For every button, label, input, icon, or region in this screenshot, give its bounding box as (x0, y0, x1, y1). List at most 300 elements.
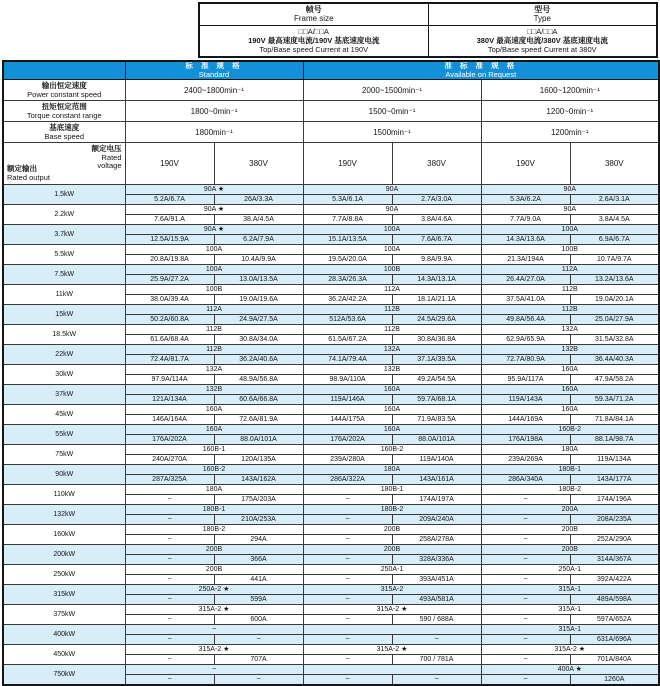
current-cell: 24.5A/29.6A (392, 315, 481, 325)
frame-row-400kW (3, 625, 659, 635)
frame-size-cell: 132B (125, 385, 303, 395)
current-cell: 12.5A/15.9A (125, 235, 214, 245)
current-cell: 590 / 688A (392, 615, 481, 625)
speed-range-cell: 1600~1200min⁻¹ (481, 80, 659, 101)
current-cell: − (303, 655, 392, 665)
current-cell: 328A/336A (392, 555, 481, 565)
frame-size-cell: 132A (481, 325, 659, 335)
current-cell: 392A/422A (570, 575, 659, 585)
rated-output-cn: 额定输出 (7, 164, 37, 173)
current-cell: 7.6A/6.7A (392, 235, 481, 245)
frame-size-cell: 160B-2 (125, 465, 303, 475)
current-cell: 5.2A/6.7A (125, 195, 214, 205)
voltage-header: 380V (392, 143, 481, 185)
power-constant-speed-row (3, 80, 659, 101)
legend-frame-size-title (200, 4, 428, 25)
frame-size-cell: 90A (481, 185, 659, 195)
current-cell: 512A/53.6A (303, 315, 392, 325)
current-cell: 18.1A/21.1A (392, 295, 481, 305)
current-cell: − (481, 655, 570, 665)
frame-row-5.5kW (3, 245, 659, 255)
frame-size-cell: 160B-2 (303, 445, 481, 455)
label-en: Torque constant range (26, 111, 102, 120)
current-cell: 60.6A/66.8A (214, 395, 303, 405)
frame-row-75kW (3, 445, 659, 455)
frame-row-132kW (3, 505, 659, 515)
frame-size-cell: 100B (125, 285, 303, 295)
current-cell: 119A/146A (303, 395, 392, 405)
frame-size-cell: 180A (125, 485, 303, 495)
current-cell: 72.4A/81.7A (125, 355, 214, 365)
current-cell: 95.9A/117A (481, 375, 570, 385)
group-standard (125, 61, 303, 80)
frame-row-18.5kW (3, 325, 659, 335)
current-cell: 19.0A/20.1A (570, 295, 659, 305)
desc-380v-cn: 380V 最高速度电流/380V 基底速度电流 (476, 36, 608, 45)
current-cell: 61.6A/68.4A (125, 335, 214, 345)
frame-size-cell: 112B (481, 305, 659, 315)
rated-output-value: 400kW (3, 625, 125, 645)
speed-range-cell: 2400~1800min⁻¹ (125, 80, 303, 101)
frame-row-1.5kW (3, 185, 659, 195)
current-cell: 37.5A/41.0A (481, 295, 570, 305)
current-cell: − (303, 635, 392, 645)
current-cell: − (303, 515, 392, 525)
frame-size-cell: 315A-2 ★ (125, 605, 303, 615)
frame-size-cell: 132A (303, 345, 481, 355)
current-cell: 10.4A/9.9A (214, 255, 303, 265)
current-cell: 36.2A/42.2A (303, 295, 392, 305)
current-cell: 38.0A/39.4A (125, 295, 214, 305)
frame-row-37kW (3, 385, 659, 395)
current-cell: − (125, 655, 214, 665)
current-cell: 174A/197A (392, 495, 481, 505)
corner-header-cell (3, 143, 125, 185)
current-cell: 119A/140A (392, 455, 481, 465)
rated-output-value: 250kW (3, 565, 125, 585)
voltage-header: 190V (481, 143, 570, 185)
group-aor-en: Available on Request (445, 69, 517, 79)
current-cell: 59.3A/71.2A (570, 395, 659, 405)
current-cell: − (125, 495, 214, 505)
label-en: Base speed (44, 132, 85, 141)
frame-size-cell: 132B (303, 365, 481, 375)
label-cn: 输出恒定速度 (41, 81, 87, 90)
rated-voltage-label (92, 145, 122, 171)
group-available-on-request (303, 61, 659, 80)
rated-output-value: 37kW (3, 385, 125, 405)
voltage-header-row (3, 143, 659, 185)
frame-size-cell: 180B-2 (125, 525, 303, 535)
current-cell: 5.3A/6.1A (303, 195, 392, 205)
current-cell: 700 / 781A (392, 655, 481, 665)
current-cell: 240A/270A (125, 455, 214, 465)
current-cell: 19.5A/20.0A (303, 255, 392, 265)
torque-constant-range-label (3, 101, 125, 122)
current-cell: 146A/164A (125, 415, 214, 425)
rated-output-value: 132kW (3, 505, 125, 525)
rated-output-value: 75kW (3, 445, 125, 465)
frame-size-cell: 112B (125, 345, 303, 355)
group-standard-cn: 标 准 规 格 (185, 61, 243, 70)
current-cell: − (303, 675, 392, 686)
frame-size-cell: 90A ★ (125, 205, 303, 215)
legend-190v-desc (200, 26, 428, 56)
voltage-header: 190V (303, 143, 392, 185)
frame-size-cell: 315A-1 (481, 605, 659, 615)
rated-output-value: 7.5kW (3, 265, 125, 285)
current-cell: 59.7A/68.1A (392, 395, 481, 405)
current-cell: 121A/134A (125, 395, 214, 405)
current-cell: 1260A (570, 675, 659, 686)
speed-range-cell: 2000~1500min⁻¹ (303, 80, 481, 101)
frame-size-cell: 90A (481, 205, 659, 215)
current-cell: 28.3A/26.3A (303, 275, 392, 285)
rated-output-value: 315kW (3, 585, 125, 605)
frame-size-cell (303, 625, 481, 635)
frame-size-cell: 90A ★ (125, 225, 303, 235)
frame-size-cell: 160A (481, 385, 659, 395)
frame-row-15kW (3, 305, 659, 315)
rated-output-value: 160kW (3, 525, 125, 545)
current-cell: − (125, 575, 214, 585)
frame-size-cell: 112A (125, 305, 303, 315)
current-cell: 239A/269A (481, 455, 570, 465)
rated-output-value: 375kW (3, 605, 125, 625)
current-cell: 49.2A/54.5A (392, 375, 481, 385)
current-cell: 366A (214, 555, 303, 565)
frame-size-cell: 100B (481, 245, 659, 255)
rated-output-value: 3.7kW (3, 225, 125, 245)
current-cell: 175A/203A (214, 495, 303, 505)
frame-row-750kW (3, 665, 659, 675)
current-cell: 20.8A/19.8A (125, 255, 214, 265)
type-title-en: Type (533, 14, 551, 23)
rated-output-value: 45kW (3, 405, 125, 425)
torque-range-cell: 1200~0min⁻¹ (481, 101, 659, 122)
current-cell: 30.8A/34.0A (214, 335, 303, 345)
current-cell: 144A/175A (303, 415, 392, 425)
current-cell: − (125, 635, 214, 645)
frame-size-cell: 250A-1 (303, 565, 481, 575)
current-cell: 143A/177A (570, 475, 659, 485)
base-speed-cell: 1800min⁻¹ (125, 122, 303, 143)
frame-size-cell: 132B (481, 345, 659, 355)
frame-size-cell: 180A (303, 465, 481, 475)
current-cell: 600A (214, 615, 303, 625)
voltage-header: 380V (214, 143, 303, 185)
current-cell: − (303, 535, 392, 545)
frame-size-title-en: Frame size (293, 14, 334, 23)
current-cell: 26A/3.3A (214, 195, 303, 205)
current-cell: 61.5A/67.2A (303, 335, 392, 345)
current-cell: 174A/196A (570, 495, 659, 505)
frame-row-90kW (3, 465, 659, 475)
rated-output-value: 11kW (3, 285, 125, 305)
rated-output-value: 200kW (3, 545, 125, 565)
current-cell: 294A (214, 535, 303, 545)
legend-desc-row (200, 25, 656, 56)
frame-size-cell: 315A-2 ★ (125, 645, 303, 655)
frame-size-cell: 132A (125, 365, 303, 375)
frame-size-cell: 250A-2 ★ (125, 585, 303, 595)
frame-size-cell: 315A-2 ★ (303, 605, 481, 615)
frame-size-cell: 160A (125, 425, 303, 435)
frame-row-315kW (3, 585, 659, 595)
torque-constant-range-row (3, 101, 659, 122)
current-cell: 143A/162A (214, 475, 303, 485)
legend-box (198, 2, 658, 58)
frame-row-22kW (3, 345, 659, 355)
current-cell: 3.8A/4.6A (392, 215, 481, 225)
current-cell: 208A/235A (570, 515, 659, 525)
frame-row-7.5kW (3, 265, 659, 275)
rated-output-value: 18.5kW (3, 325, 125, 345)
current-cell: 30.8A/36.8A (392, 335, 481, 345)
voltage-header: 190V (125, 143, 214, 185)
current-cell: 119A/143A (481, 395, 570, 405)
current-cell: 13.2A/13.6A (570, 275, 659, 285)
label-en: Power constant speed (27, 90, 102, 99)
current-cell: 36.2A/40.6A (214, 355, 303, 365)
current-cell: − (481, 635, 570, 645)
current-cell: − (303, 595, 392, 605)
frame-size-cell: 315A-2 ★ (481, 645, 659, 655)
current-cell: 631A/696A (570, 635, 659, 645)
frame-row-2.2kW (3, 205, 659, 215)
group-header-spacer (3, 61, 125, 80)
base-speed-cell: 1500min⁻¹ (303, 122, 481, 143)
frame-size-cell: 180B-2 (303, 505, 481, 515)
frame-size-cell: 100A (125, 245, 303, 255)
current-cell: − (481, 495, 570, 505)
frame-size-cell: 180A (481, 445, 659, 455)
current-cell: 14.3A/13.1A (392, 275, 481, 285)
current-cell: 25.9A/27.2A (125, 275, 214, 285)
current-cell: − (481, 675, 570, 686)
current-cell: 2.7A/3.0A (392, 195, 481, 205)
current-cell: − (125, 515, 214, 525)
current-cell: 48.9A/56.8A (214, 375, 303, 385)
current-cell: − (481, 595, 570, 605)
current-cell: 393A/451A (392, 575, 481, 585)
current-cell: − (481, 575, 570, 585)
frame-row-250kW (3, 565, 659, 575)
current-cell: 97.9A/114A (125, 375, 214, 385)
rated-output-value: 750kW (3, 665, 125, 686)
current-cell: 286A/340A (481, 475, 570, 485)
ratings-body (3, 185, 659, 686)
current-cell: 597A/652A (570, 615, 659, 625)
current-cell: 143A/161A (392, 475, 481, 485)
current-cell: 21.3A/194A (481, 255, 570, 265)
frame-size-cell: 160A (481, 405, 659, 415)
desc-380v-en: Top/Base speed Current at 380V (487, 45, 597, 54)
current-cell: − (303, 495, 392, 505)
frame-size-cell: 112B (125, 325, 303, 335)
current-cell: − (481, 615, 570, 625)
frame-size-cell: 200B (303, 525, 481, 535)
rated-output-value: 110kW (3, 485, 125, 505)
current-cell: 71.9A/83.5A (392, 415, 481, 425)
current-cell: − (214, 635, 303, 645)
frame-size-cell: 90A (303, 205, 481, 215)
rated-output-value: 5.5kW (3, 245, 125, 265)
current-cell: − (125, 595, 214, 605)
rated-voltage-en2: voltage (97, 161, 122, 170)
current-cell: 49.8A/56.4A (481, 315, 570, 325)
current-cell: 74.1A/79.4A (303, 355, 392, 365)
rated-output-value: 2.2kW (3, 205, 125, 225)
current-cell: 19.0A/19.6A (214, 295, 303, 305)
rated-output-label (7, 165, 50, 182)
frame-row-375kW (3, 605, 659, 615)
rated-output-value: 450kW (3, 645, 125, 665)
frame-size-cell: 200B (481, 545, 659, 555)
current-cell: 50.2A/60.8A (125, 315, 214, 325)
current-cell: − (303, 575, 392, 585)
frame-size-cell: 160A (125, 405, 303, 415)
frame-size-cell: 200B (481, 525, 659, 535)
current-cell: 25.0A/27.9A (570, 315, 659, 325)
current-cell: 287A/325A (125, 475, 214, 485)
current-cell: 599A (214, 595, 303, 605)
frame-size-cell: 315A-1 (481, 625, 659, 635)
rated-voltage-en1: Rated (101, 152, 122, 162)
current-cell: 120A/135A (214, 455, 303, 465)
current-cell: − (125, 615, 214, 625)
frame-size-cell: 400A ★ (481, 665, 659, 675)
frame-size-cell: 160A (303, 425, 481, 435)
current-cell: 119A/134A (570, 455, 659, 465)
current-cell: 13.0A/13.5A (214, 275, 303, 285)
current-cell: 7.7A/9.0A (481, 215, 570, 225)
current-cell: − (392, 635, 481, 645)
frame-size-cell: 112B (303, 325, 481, 335)
frame-size-title-cn: 帧号 (305, 5, 322, 14)
legend-title-row (200, 4, 656, 25)
current-cell: 258A/278A (392, 535, 481, 545)
rated-output-en: Rated output (7, 172, 50, 182)
current-cell: − (125, 555, 214, 565)
frame-size-cell: 100A (303, 245, 481, 255)
group-aor-cn: 准 标 准 规 格 (444, 61, 518, 70)
current-cell: 176A/202A (303, 435, 392, 445)
frame-size-cell: 112A (303, 285, 481, 295)
current-cell: − (392, 675, 481, 686)
current-cell: 2.6A/3.1A (570, 195, 659, 205)
current-cell: 209A/240A (392, 515, 481, 525)
frame-size-cell: 315A-2 (303, 585, 481, 595)
current-cell: 3.8A/4.5A (570, 215, 659, 225)
frame-size-cell: 100A (481, 225, 659, 235)
current-cell: − (214, 675, 303, 686)
frame-size-cell: 160A (303, 385, 481, 395)
frame-size-cell: 160A (303, 405, 481, 415)
rated-output-value: 90kW (3, 465, 125, 485)
current-cell: 286A/322A (303, 475, 392, 485)
frame-size-cell: 180B-1 (303, 485, 481, 495)
motor-spec-table (2, 60, 660, 686)
frame-size-cell: 200B (125, 565, 303, 575)
frame-size-cell: 160A (481, 365, 659, 375)
frame-row-450kW (3, 645, 659, 655)
frame-row-11kW (3, 285, 659, 295)
legend-type-title (428, 4, 657, 25)
power-constant-speed-label (3, 80, 125, 101)
current-cell: 7.7A/8.8A (303, 215, 392, 225)
current-cell: − (303, 555, 392, 565)
frame-size-cell: 90A (303, 185, 481, 195)
label-cn: 基底速度 (49, 123, 80, 132)
base-speed-cell: 1200min⁻¹ (481, 122, 659, 143)
current-cell: 6.9A/6.7A (570, 235, 659, 245)
rated-output-value: 30kW (3, 365, 125, 385)
current-cell: 701A/840A (570, 655, 659, 665)
frame-size-cell: 100B (303, 265, 481, 275)
current-cell: 31.5A/32.8A (570, 335, 659, 345)
frame-size-cell: 200A (481, 505, 659, 515)
desc-190v-en: Top/Base speed Current at 190V (259, 45, 369, 54)
current-cell: 26.4A/27.0A (481, 275, 570, 285)
label-cn: 扭矩恒定范围 (41, 102, 87, 111)
frame-row-45kW (3, 405, 659, 415)
rated-voltage-cn: 额定电压 (91, 144, 122, 153)
frame-row-110kW (3, 485, 659, 495)
frame-size-cell (303, 665, 481, 675)
current-cell: 88.1A/98.7A (570, 435, 659, 445)
current-cell: 14.3A/13.6A (481, 235, 570, 245)
type-title-cn: 型号 (534, 5, 551, 14)
frame-row-3.7kW (3, 225, 659, 235)
current-cell: 9.8A/9.9A (392, 255, 481, 265)
current-cell: 10.7A/9.7A (570, 255, 659, 265)
torque-range-cell: 1800~0min⁻¹ (125, 101, 303, 122)
frame-size-cell: − (125, 625, 303, 635)
legend-380v-desc (428, 26, 657, 56)
current-cell: 37.1A/39.5A (392, 355, 481, 365)
group-header-row (3, 61, 659, 80)
torque-range-cell: 1500~0min⁻¹ (303, 101, 481, 122)
rated-output-value: 15kW (3, 305, 125, 325)
current-cell: 7.6A/91.A (125, 215, 214, 225)
frame-size-cell: 160B-1 (125, 445, 303, 455)
current-cell: 72.7A/80.9A (481, 355, 570, 365)
current-cell: 71.8A/84.1A (570, 415, 659, 425)
current-cell: 88.0A/101A (392, 435, 481, 445)
current-cell: − (481, 515, 570, 525)
frame-size-cell: 250A-1 (481, 565, 659, 575)
frame-code-pattern: □□A/□□A (298, 27, 329, 36)
current-cell: 5.3A/6.2A (481, 195, 570, 205)
frame-size-cell: 315A-1 (481, 585, 659, 595)
current-cell: − (125, 675, 214, 686)
base-speed-row (3, 122, 659, 143)
current-cell: 88.0A/101A (214, 435, 303, 445)
current-cell: 314A/367A (570, 555, 659, 565)
frame-size-cell: 315A-2 ★ (303, 645, 481, 655)
frame-size-cell: 200B (303, 545, 481, 555)
current-cell: 36.4A/40.3A (570, 355, 659, 365)
type-code-pattern: □□A/□□A (527, 27, 558, 36)
current-cell: 47.9A/58.2A (570, 375, 659, 385)
current-cell: 252A/290A (570, 535, 659, 545)
current-cell: 176A/198A (481, 435, 570, 445)
current-cell: 6.2A/7.9A (214, 235, 303, 245)
current-cell: 15.1A/13.5A (303, 235, 392, 245)
current-cell: 489A/598A (570, 595, 659, 605)
current-cell: − (481, 535, 570, 545)
